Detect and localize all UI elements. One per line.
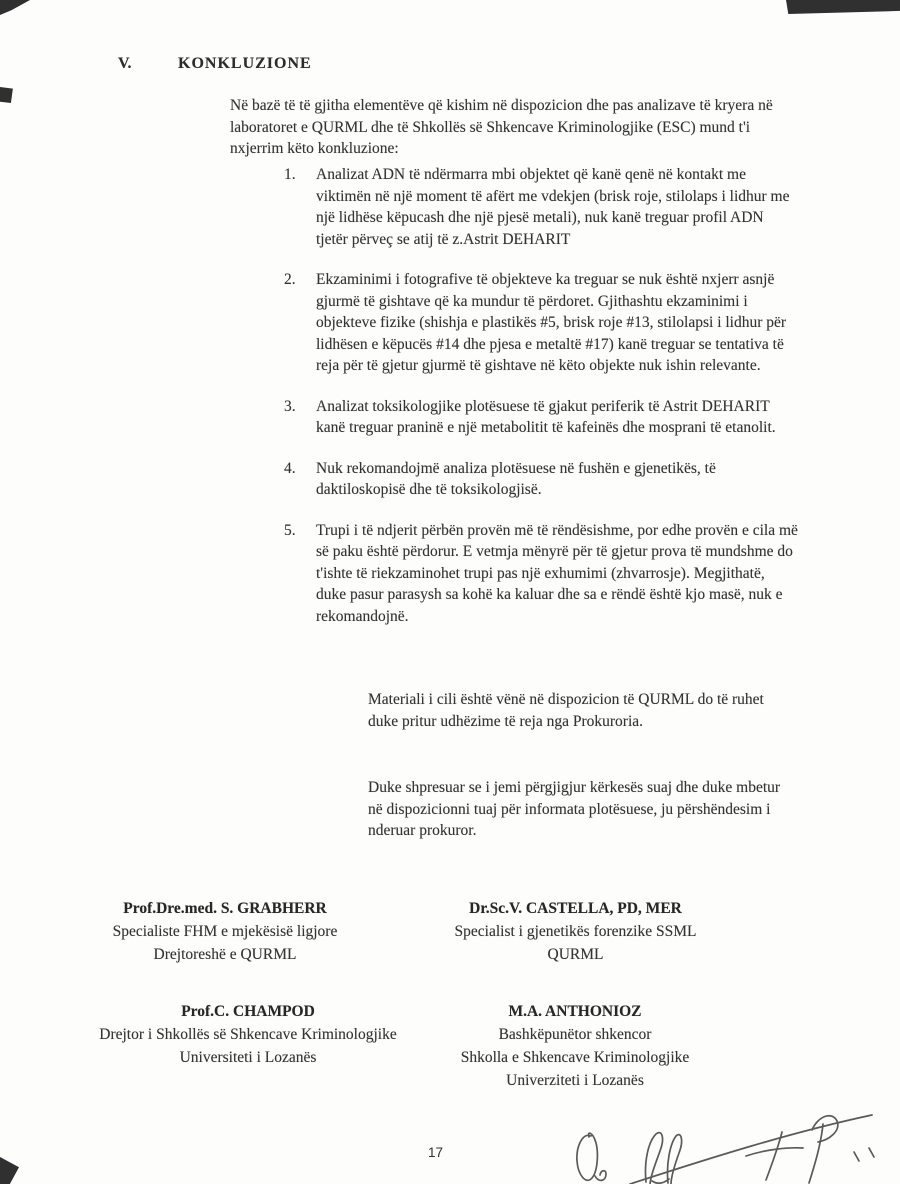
closing-paragraphs [368,689,786,842]
list-item-text: Analizat ADN të ndërmarra mbi objektet që kanë qenë në kontakt me viktimën në një moment të afërt me vdekjen (brisk roje, stilolaps i lidhur me një lidhëse këpucash dhe një pjesë metali), nuk kanë treguar profil ADN tjetër përveç se atij të z.Astrit DEHARIT [316,166,790,248]
list-item [284,164,798,250]
conclusions-list [284,164,798,646]
scan-artifact-top-left [0,0,30,15]
list-item-number: 2. [284,271,296,288]
section-heading [118,55,312,73]
scan-artifact-top-right [786,0,900,14]
list-item-text: Trupi i të ndjerit përbën provën më të rëndësishme, por edhe provën e cila më së paku është përdorur. E vetmja mënyrë për të gjetur prova të mundshme do t'ishte të riekzaminohet trupi pas një exhumimi (zhvarrosje). Megjithatë, duke pasur parasysh sa kohë ka kaluar dhe sa e rëndë është kjo masë, nuk e rekomandojnë. [316,521,798,625]
section-title: KONKLUZIONE [178,55,312,72]
list-item [284,269,798,377]
list-item [284,520,798,628]
list-item-number: 3. [284,397,296,415]
list-item-text: Nuk rekomandojmë analiza plotësuese në fushën e gjenetikës, të daktiloskopisë dhe të toksikologjisë. [316,459,716,498]
signatory-title-line: Univerziteti i Lozanës [506,1072,644,1089]
list-item-text: Ekzaminimi i fotografive të objekteve ka treguar se nuk është nxjerr asnjë gjurmë të gishtave që ka mundur të përdoret. Gjithashtu ekzaminimi i objekteve fizike (shishja e plastikës #5, brisk roje #13, stilolapsi i lidhur për lidhësen e këpucës #14 dhe pjesa e metaltë #17) kanë treguar se tentativa të reja për të gjetur gjurmë të gishtave në këto objekte nuk ishin relevante. [316,271,787,374]
signatory-title-line: Bashkëpunëtor shkencor [498,1026,652,1043]
closing-paragraph-salutation: Duke shpresuar se i jemi përgjigjur kërkesës suaj dhe duke mbetur në dispozicionni tuaj për informata plotësuese, ju përshëndesim i nderuar prokuror. [368,779,781,839]
signatory-title-line: QURML [547,946,604,963]
signatory-name: Prof.Dre.med. S. GRABHERR [123,900,327,917]
signatory-title-line: Drejtoreshë e QURML [153,946,297,963]
closing-paragraph-material: Materiali i cili është vënë në dispozicion të QURML do të ruhet duke pritur udhëzime të reja nga Prokuroria. [368,691,764,730]
signatory-title-line: Drejtor i Shkollës së Shkencave Kriminologjike [99,1026,397,1043]
list-item-number: 5. [284,521,296,539]
signatory-title-line: Specialiste FHM e mjekësisë ligjore [112,923,338,940]
section-numeral: V. [118,55,132,72]
signatory-block-champod [68,1000,428,1069]
page-number: 17 [428,1145,444,1160]
list-item-number: 1. [284,166,296,183]
list-item-number: 4. [284,459,296,477]
signatory-block-anthonioz [425,1000,725,1092]
signatory-name: Prof.C. CHAMPOD [181,1003,315,1020]
list-item-text: Analizat toksikologjike plotësuese të gjakut periferik të Astrit DEHARIT kanë treguar praninë e një metabolitit të kafeinës dhe mosprani të etanolit. [316,397,776,436]
scan-artifact-left-edge [0,87,14,103]
signatory-name: Dr.Sc.V. CASTELLA, PD, MER [469,900,682,917]
handwritten-signature [560,1090,900,1184]
signatory-title-line: Universiteti i Lozanës [179,1049,317,1066]
list-item [284,396,798,439]
signatory-block-grabherr [85,897,365,966]
scan-artifact-bottom-left [0,1157,19,1184]
intro-paragraph: Në bazë të të gjitha elementëve që kishim në dispozicion dhe pas analizave të kryera në laboratoret e QURML dhe të Shkollës së Shkencave Kriminologjike (ESC) mund t'i nxjerrim këto konkluzione: [230,97,773,157]
signatory-title-line: Specialist i gjenetikës forenzike SSML [454,923,697,940]
list-item [284,458,798,501]
signatory-name: M.A. ANTHONIOZ [508,1003,642,1020]
signatory-title-line: Shkolla e Shkencave Kriminologjike [460,1049,690,1066]
signatory-block-castella [428,897,723,966]
